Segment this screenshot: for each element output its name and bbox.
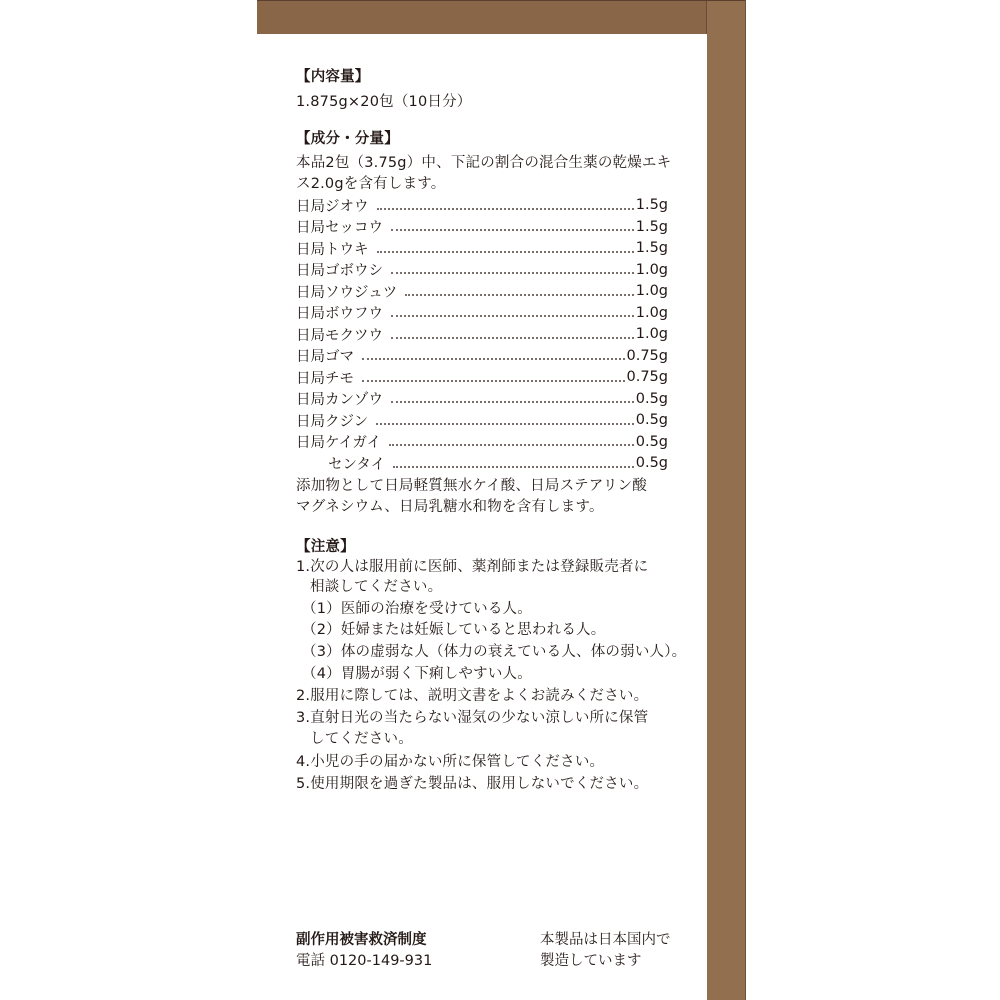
ingredient-row [296,346,668,367]
ingredient-amount: 1.0g [635,326,668,343]
caution-line: 2.服用に際しては、説明文書をよくお読みください。 [296,688,649,704]
ingredient-amount: 0.75g [626,347,668,364]
ingredient-row [296,260,668,281]
ingredient-amount: 1.0g [635,304,668,321]
made-in-japan-line2: 製造しています [540,953,642,969]
additives-line1: 添加物として日局軽質無水ケイ酸、日局ステアリン酸 [296,478,647,494]
caution-line: （1）医師の治療を受けている人。 [302,601,532,617]
caution-line: 1.次の人は服用前に医師、薬剤師または登録販売者に [296,559,649,575]
box-top-edge [257,0,745,1]
ingredient-row [296,410,668,431]
leader-dots [377,207,634,210]
relief-system-title: 副作用被害救済制度 [296,932,427,948]
leader-dots [391,228,634,231]
ingredients-intro-line1: 本品2包（3.75g）中、下記の割合の混合生薬の乾燥エキ [296,155,672,171]
ingredient-amount: 1.5g [635,240,668,257]
ingredient-row [296,324,668,345]
ingredient-row [296,195,668,216]
leader-dots [393,465,634,468]
ingredient-amount: 0.5g [635,390,668,407]
ingredient-name: 日局モクツウ [296,327,383,344]
ingredient-name: 日局ゴマ [296,349,354,366]
ingredient-amount: 1.0g [635,261,668,278]
made-in-japan-line1: 本製品は日本国内で [540,932,671,948]
leader-dots [391,314,634,317]
additives-line2: マグネシウム、日局乳糖水和物を含有します。 [296,499,604,515]
ingredient-row [296,432,668,453]
ingredient-row [296,281,668,302]
ingredient-amount: 0.5g [635,455,668,472]
leader-dots [362,357,625,360]
content-amount-value: 1.875g×20包（10日分） [296,94,472,110]
ingredient-name: 日局ボウフウ [296,306,383,323]
ingredient-amount: 0.5g [635,412,668,429]
ingredient-name: センタイ [328,456,386,473]
ingredient-name: 日局カンゾウ [296,392,383,409]
ingredient-row [296,217,668,238]
leader-dots [377,250,634,253]
ingredient-amount: 1.0g [635,283,668,300]
leader-dots [391,336,634,339]
ingredient-name: 日局ケイガイ [296,435,382,452]
ingredient-name: 日局トウキ [296,241,369,258]
leader-dots [405,293,634,296]
ingredient-name: 日局ジオウ [296,198,369,215]
leader-dots [389,443,634,446]
ingredient-name: 日局クジン [296,413,369,430]
caution-line: してください。 [310,731,413,747]
ingredient-row [296,303,668,324]
ingredients-intro-line2: ス2.0gを含有します。 [296,176,446,192]
ingredients-heading: 【成分・分量】 [296,131,399,147]
ingredient-name: 日局チモ [296,370,354,387]
ingredient-name: 日局ソウジュツ [296,284,398,301]
content-amount-heading: 【内容量】 [296,69,370,85]
caution-line: 相談してください。 [310,579,443,595]
ingredient-row [296,389,668,410]
caution-line: （3）体の虚弱な人（体力の衰えている人、体の弱い人）。 [302,644,687,660]
ingredient-amount: 1.5g [635,197,668,214]
ingredient-row [296,238,668,259]
caution-line: 3.直射日光の当たらない湿気の少ない涼しい所に保管 [296,710,649,726]
caution-line: 5.使用期限を過ぎた製品は、服用しないでください。 [296,776,649,792]
caution-line: （2）妊婦または妊娠していると思われる人。 [302,622,606,638]
leader-dots [391,271,634,274]
relief-system-phone: 電話 0120-149-931 [296,953,433,969]
ingredient-amount: 0.5g [635,433,668,450]
leader-dots [376,422,634,425]
box-side-flap [707,0,745,1000]
ingredient-name: 日局セッコウ [296,220,383,237]
caution-line: （4）胃腸が弱く下痢しやすい人。 [302,666,532,682]
ingredient-amount: 1.5g [635,218,668,235]
caution-line: 4.小児の手の届かない所に保管してください。 [296,754,605,770]
leader-dots [391,400,634,403]
leader-dots [362,379,625,382]
cautions-heading: 【注意】 [296,539,355,555]
ingredient-name: 日局ゴボウシ [296,263,383,280]
ingredient-amount: 0.75g [626,369,668,386]
ingredient-row [296,453,668,474]
ingredient-row [296,367,668,388]
